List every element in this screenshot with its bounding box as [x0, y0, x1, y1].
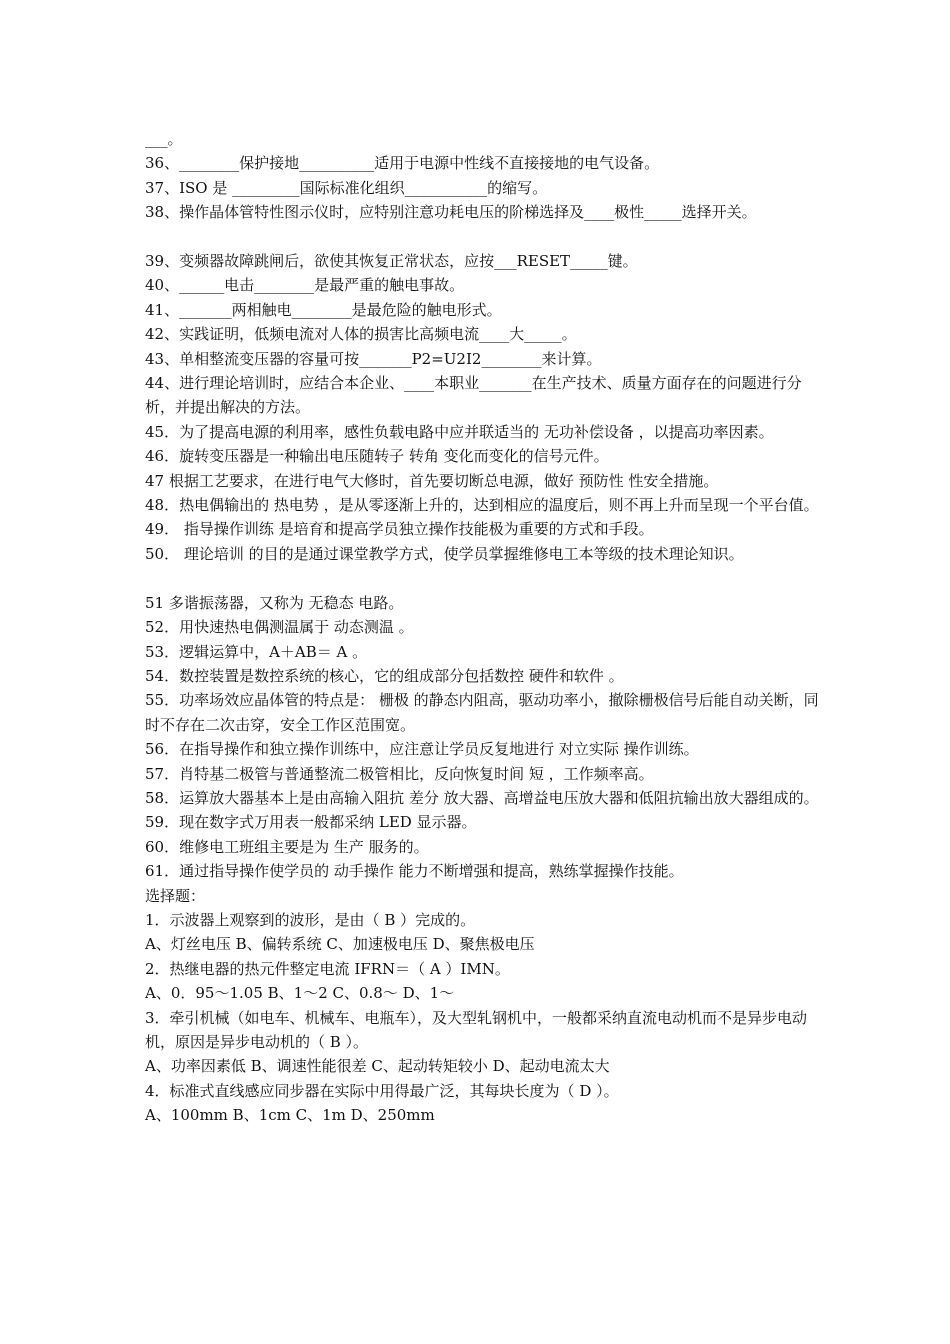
text-line: 56．在指导操作和独立操作训练中，应注意让学员反复地进行 对立实际 操作训练。 [145, 740, 699, 759]
answer-options: A、100mm B、1cm C、1m D、250mm [145, 1106, 435, 1125]
text-line: 57．肖特基二极管与普通整流二极管相比，反向恢复时间 短 ，工作频率高。 [145, 764, 654, 783]
answer-options: A、功率因素低 B、调速性能很差 C、起动转矩较小 D、起动电流太大 [145, 1057, 610, 1076]
text-line: 58．运算放大器基本上是由高输入阻抗 差分 放大器、高增益电压放大器和低阻抗输出放大器组成的。 [145, 788, 819, 807]
text-line: 46．旋转变压器是一种输出电压随转子 转角 变化而变化的信号元件。 [145, 447, 609, 466]
section-heading: 选择题： [145, 886, 206, 905]
text-line: 60．维修电工班组主要是为 生产 服务的。 [145, 837, 429, 856]
text-line: 45．为了提高电源的利用率，感性负载电路中应并联适当的 无功补偿设备 ，以提高功率因素。 [145, 422, 774, 441]
answer-options: A、灯丝电压 B、偏转系统 C、加速极电压 D、聚焦极电压 [145, 935, 535, 954]
blank-line [145, 566, 825, 590]
text-line: 51 多谐振荡器，又称为 无稳态 电路。 [145, 593, 404, 612]
text-line: 52．用快速热电偶测温属于 动态测温 。 [145, 618, 414, 637]
question-line: 3．牵引机械（如电车、机械车、电瓶车），及大型轧钢机中，一般都采纳直流电动机而不是异步电动机，原因是异步电动机的（ B ）。 [145, 1008, 808, 1051]
text-line: 43、单相整流变压器的容量可按_______P2=U2I2________来计算。 [145, 349, 602, 368]
text-line: 48．热电偶输出的 热电势 ，是从零逐渐上升的，达到相应的温度后，则不再上升而呈现一个平台值。 [145, 496, 819, 515]
text-line: 49． 指导操作训练 是培育和提高学员独立操作技能极为重要的方式和手段。 [145, 520, 654, 539]
answer-options: A、0．95～1.05 B、1～2 C、0.8～ D、1～ [145, 984, 455, 1003]
text-line: 55．功率场效应晶体管的特点是： 栅极 的静态内阻高，驱动功率小，撤除栅极信号后能自动关断，同时不存在二次击穿，安全工作区范围宽。 [145, 691, 819, 734]
text-line: 50． 理论培训 的目的是通过课堂教学方式，使学员掌握维修电工本等级的技术理论知识。 [145, 544, 744, 563]
question-line: 4．标准式直线感应同步器在实际中用得最广泛，其每块长度为（ D ）。 [145, 1081, 619, 1100]
blank-line [145, 225, 825, 249]
text-line: 39、变频器故障跳闸后，欲使其恢复正常状态，应按___RESET_____键。 [145, 252, 638, 271]
text-line: 37、ISO 是 _________国际标准化组织___________的缩写。 [145, 178, 548, 197]
text-line: 59．现在数字式万用表一般都采纳 LED 显示器。 [145, 813, 477, 832]
text-line: 41、_______两相触电________是最危险的触电形式。 [145, 300, 502, 319]
text-line: ___。 [145, 130, 183, 148]
document-body [145, 127, 825, 1128]
text-line: 47 根据工艺要求，在进行电气大修时，首先要切断总电源，做好 预防性 性安全措施。 [145, 471, 719, 490]
text-line: 38、操作晶体管特性图示仪时，应特别注意功耗电压的阶梯选择及____极性_____选择开关。 [145, 203, 757, 222]
text-line: 36、________保护接地__________适用于电源中性线不直接接地的电气设备。 [145, 154, 660, 173]
text-line: 42、实践证明，低频电流对人体的损害比高频电流____大_____。 [145, 325, 577, 344]
text-line: 53．逻辑运算中，A＋AB＝ A 。 [145, 642, 368, 661]
text-line: 44、进行理论培训时，应结合本企业、____本职业_______在生产技术、质量方面存在的问题进行分析，并提出解决的方法。 [145, 374, 802, 417]
text-line: 61．通过指导操作使学员的 动手操作 能力不断增强和提高，熟练掌握操作技能。 [145, 862, 684, 881]
question-line: 2．热继电器的热元件整定电流 IFRN＝（ A ）IMN。 [145, 959, 510, 978]
question-line: 1．示波器上观察到的波形，是由（ B ）完成的。 [145, 910, 476, 929]
text-line: 54．数控装置是数控系统的核心，它的组成部分包括数控 硬件和软件 。 [145, 666, 624, 685]
text-line: 40、______电击________是最严重的触电事故。 [145, 276, 465, 295]
